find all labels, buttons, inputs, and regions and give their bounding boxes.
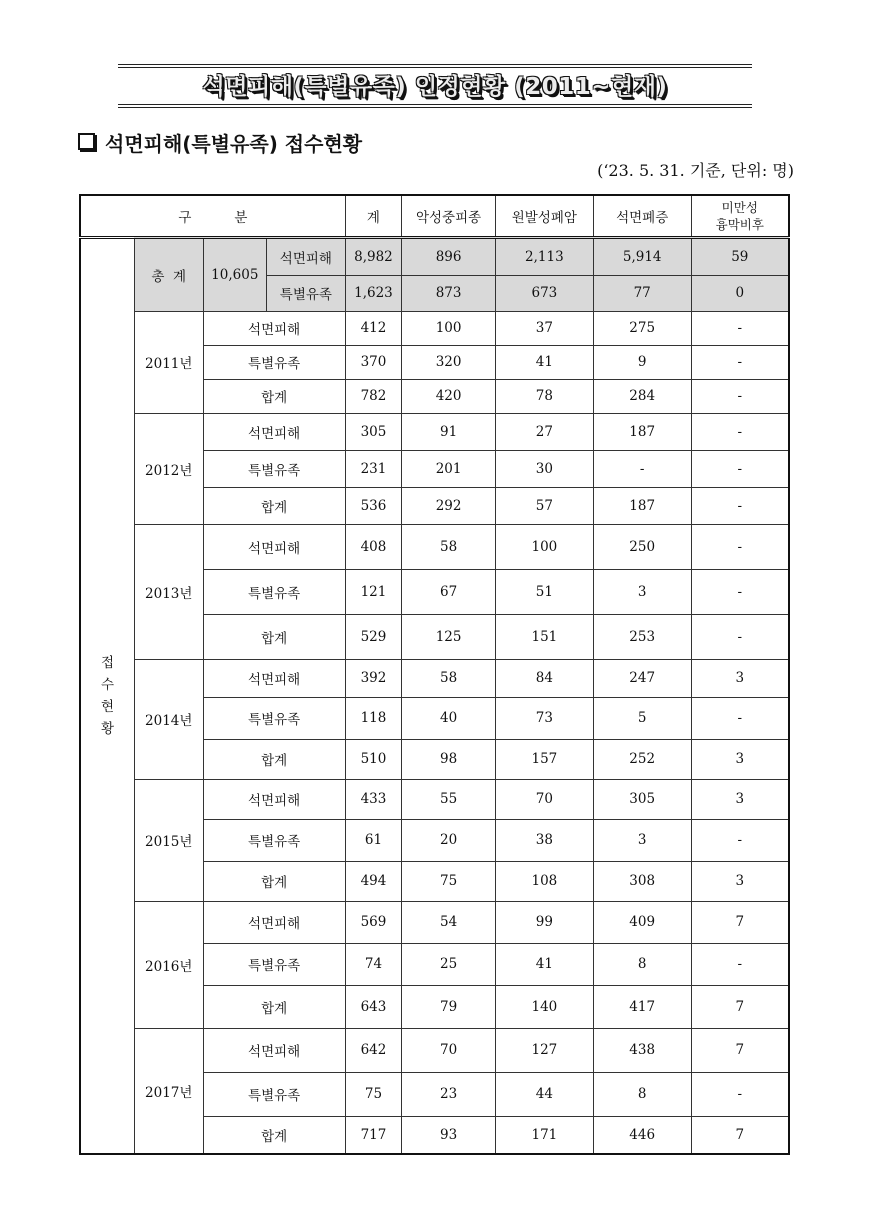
type-cell: 특별유족 bbox=[203, 697, 345, 739]
value-cell: 84 bbox=[495, 659, 593, 697]
value-cell: 20 bbox=[402, 819, 496, 861]
value-cell: 417 bbox=[593, 985, 691, 1028]
subtotal-label: 합계 bbox=[203, 985, 345, 1028]
year-label: 2011년 bbox=[134, 311, 203, 413]
subtotal-label: 합계 bbox=[203, 379, 345, 413]
value-cell: 642 bbox=[345, 1028, 401, 1072]
value-cell: 510 bbox=[345, 739, 401, 779]
side-label bbox=[80, 237, 134, 1154]
year-label: 2012년 bbox=[134, 413, 203, 524]
type-cell: 특별유족 bbox=[203, 819, 345, 861]
value-cell: 643 bbox=[345, 985, 401, 1028]
value-cell: - bbox=[593, 450, 691, 487]
grand-total-row bbox=[80, 237, 789, 275]
grand-value-cell: 673 bbox=[495, 275, 593, 311]
value-cell: 30 bbox=[495, 450, 593, 487]
year-label: 2015년 bbox=[134, 779, 203, 901]
value-cell: 7 bbox=[691, 985, 789, 1028]
header-lung-cancer: 원발성폐암 bbox=[495, 195, 593, 237]
grand-value-cell: 2,113 bbox=[495, 237, 593, 275]
value-cell: - bbox=[691, 524, 789, 569]
value-cell: 93 bbox=[402, 1116, 496, 1154]
value-cell: - bbox=[691, 569, 789, 614]
value-cell: 151 bbox=[495, 614, 593, 659]
year-row bbox=[80, 311, 789, 345]
grand-value-cell: 896 bbox=[402, 237, 496, 275]
value-cell: 7 bbox=[691, 1028, 789, 1072]
value-cell: 127 bbox=[495, 1028, 593, 1072]
value-cell: 25 bbox=[402, 943, 496, 985]
grand-value-cell: 1,623 bbox=[345, 275, 401, 311]
value-cell: 305 bbox=[593, 779, 691, 819]
value-cell: 187 bbox=[593, 413, 691, 450]
grand-total-label: 총 계 bbox=[134, 237, 203, 311]
subtotal-label: 합계 bbox=[203, 739, 345, 779]
value-cell: 41 bbox=[495, 345, 593, 379]
value-cell: 41 bbox=[495, 943, 593, 985]
value-cell: 70 bbox=[402, 1028, 496, 1072]
value-cell: 8 bbox=[593, 943, 691, 985]
section-title: 석면피해(특별유족) 접수현황 bbox=[105, 132, 363, 156]
value-cell: 79 bbox=[402, 985, 496, 1028]
type-cell: 특별유족 bbox=[203, 943, 345, 985]
value-cell: 201 bbox=[402, 450, 496, 487]
value-cell: 51 bbox=[495, 569, 593, 614]
value-cell: 536 bbox=[345, 487, 401, 524]
year-row bbox=[80, 524, 789, 569]
value-cell: 75 bbox=[402, 861, 496, 901]
value-cell: 157 bbox=[495, 739, 593, 779]
checkbox-bullet-icon bbox=[78, 133, 95, 150]
side-label-char: 접 bbox=[100, 654, 114, 671]
header-pleural-line2: 흉막비후 bbox=[715, 216, 764, 232]
value-cell: 412 bbox=[345, 311, 401, 345]
grand-value-cell: 59 bbox=[691, 237, 789, 275]
year-row bbox=[80, 1028, 789, 1072]
value-cell: 108 bbox=[495, 861, 593, 901]
value-cell: - bbox=[691, 1072, 789, 1116]
value-cell: 40 bbox=[402, 697, 496, 739]
type-cell: 특별유족 bbox=[203, 1072, 345, 1116]
type-cell: 특별유족 bbox=[203, 450, 345, 487]
value-cell: 308 bbox=[593, 861, 691, 901]
section-heading bbox=[78, 128, 362, 157]
year-row bbox=[80, 659, 789, 697]
year-label: 2016년 bbox=[134, 901, 203, 1028]
value-cell: 118 bbox=[345, 697, 401, 739]
value-cell: 446 bbox=[593, 1116, 691, 1154]
year-row bbox=[80, 901, 789, 943]
grand-total-sum: 10,605 bbox=[203, 237, 267, 311]
value-cell: 717 bbox=[345, 1116, 401, 1154]
type-cell: 석면피해 bbox=[203, 1028, 345, 1072]
value-cell: 58 bbox=[402, 659, 496, 697]
year-row bbox=[80, 413, 789, 450]
subtotal-label: 합계 bbox=[203, 1116, 345, 1154]
value-cell: 100 bbox=[495, 524, 593, 569]
subtotal-label: 합계 bbox=[203, 861, 345, 901]
subtotal-label: 합계 bbox=[203, 614, 345, 659]
value-cell: - bbox=[691, 311, 789, 345]
value-cell: - bbox=[691, 819, 789, 861]
header-division: 구 분 bbox=[80, 195, 345, 237]
value-cell: 3 bbox=[691, 659, 789, 697]
value-cell: 27 bbox=[495, 413, 593, 450]
value-cell: 3 bbox=[593, 819, 691, 861]
title-rule-bottom bbox=[118, 104, 752, 108]
value-cell: 409 bbox=[593, 901, 691, 943]
value-cell: 37 bbox=[495, 311, 593, 345]
header-asbestosis: 석면폐증 bbox=[593, 195, 691, 237]
basis-note: (‘23. 5. 31. 기준, 단위: 명) bbox=[597, 161, 794, 180]
value-cell: 438 bbox=[593, 1028, 691, 1072]
type-cell: 석면피해 bbox=[203, 524, 345, 569]
value-cell: 57 bbox=[495, 487, 593, 524]
value-cell: 61 bbox=[345, 819, 401, 861]
year-row bbox=[80, 779, 789, 819]
value-cell: 494 bbox=[345, 861, 401, 901]
title-banner bbox=[118, 64, 752, 108]
grand-value-cell: 5,914 bbox=[593, 237, 691, 275]
header-row bbox=[80, 195, 789, 237]
value-cell: 3 bbox=[691, 861, 789, 901]
value-cell: 54 bbox=[402, 901, 496, 943]
value-cell: 98 bbox=[402, 739, 496, 779]
type-cell: 석면피해 bbox=[203, 413, 345, 450]
value-cell: - bbox=[691, 487, 789, 524]
header-pleural-thickening bbox=[691, 195, 789, 237]
value-cell: 250 bbox=[593, 524, 691, 569]
value-cell: 5 bbox=[593, 697, 691, 739]
value-cell: 3 bbox=[691, 779, 789, 819]
value-cell: 99 bbox=[495, 901, 593, 943]
grand-value-cell: 873 bbox=[402, 275, 496, 311]
value-cell: 100 bbox=[402, 311, 496, 345]
value-cell: - bbox=[691, 450, 789, 487]
type-cell: 석면피해 bbox=[203, 901, 345, 943]
value-cell: 252 bbox=[593, 739, 691, 779]
value-cell: 284 bbox=[593, 379, 691, 413]
value-cell: - bbox=[691, 413, 789, 450]
value-cell: 38 bbox=[495, 819, 593, 861]
grand-value-cell: 0 bbox=[691, 275, 789, 311]
value-cell: 782 bbox=[345, 379, 401, 413]
value-cell: 253 bbox=[593, 614, 691, 659]
side-label-char: 황 bbox=[100, 720, 114, 737]
value-cell: 7 bbox=[691, 1116, 789, 1154]
reception-status-table bbox=[79, 194, 790, 1155]
value-cell: 140 bbox=[495, 985, 593, 1028]
value-cell: 121 bbox=[345, 569, 401, 614]
side-label-char: 현 bbox=[100, 698, 114, 715]
value-cell: 9 bbox=[593, 345, 691, 379]
value-cell: 171 bbox=[495, 1116, 593, 1154]
value-cell: 529 bbox=[345, 614, 401, 659]
value-cell: 78 bbox=[495, 379, 593, 413]
value-cell: 433 bbox=[345, 779, 401, 819]
value-cell: 392 bbox=[345, 659, 401, 697]
value-cell: 569 bbox=[345, 901, 401, 943]
page-title: 석면피해(특별유족) 인정현황 (2011~현재) bbox=[202, 74, 668, 100]
value-cell: 8 bbox=[593, 1072, 691, 1116]
grand-type-cell: 특별유족 bbox=[267, 275, 346, 311]
value-cell: 292 bbox=[402, 487, 496, 524]
grand-value-cell: 8,982 bbox=[345, 237, 401, 275]
type-cell: 석면피해 bbox=[203, 779, 345, 819]
header-mesothelioma: 악성중피종 bbox=[402, 195, 496, 237]
header-pleural-line1: 미만성 bbox=[721, 199, 758, 215]
value-cell: 305 bbox=[345, 413, 401, 450]
side-label-char: 수 bbox=[100, 676, 114, 693]
value-cell: 231 bbox=[345, 450, 401, 487]
year-label: 2014년 bbox=[134, 659, 203, 779]
year-label: 2017년 bbox=[134, 1028, 203, 1154]
value-cell: 74 bbox=[345, 943, 401, 985]
type-cell: 특별유족 bbox=[203, 345, 345, 379]
value-cell: 370 bbox=[345, 345, 401, 379]
subtotal-label: 합계 bbox=[203, 487, 345, 524]
value-cell: - bbox=[691, 943, 789, 985]
value-cell: 408 bbox=[345, 524, 401, 569]
type-cell: 석면피해 bbox=[203, 659, 345, 697]
type-cell: 석면피해 bbox=[203, 311, 345, 345]
value-cell: 3 bbox=[691, 739, 789, 779]
grand-value-cell: 77 bbox=[593, 275, 691, 311]
value-cell: - bbox=[691, 345, 789, 379]
value-cell: - bbox=[691, 697, 789, 739]
type-cell: 특별유족 bbox=[203, 569, 345, 614]
value-cell: 67 bbox=[402, 569, 496, 614]
value-cell: 187 bbox=[593, 487, 691, 524]
value-cell: 7 bbox=[691, 901, 789, 943]
value-cell: 247 bbox=[593, 659, 691, 697]
value-cell: 275 bbox=[593, 311, 691, 345]
value-cell: 91 bbox=[402, 413, 496, 450]
value-cell: 420 bbox=[402, 379, 496, 413]
value-cell: 23 bbox=[402, 1072, 496, 1116]
value-cell: 44 bbox=[495, 1072, 593, 1116]
value-cell: 70 bbox=[495, 779, 593, 819]
header-total: 계 bbox=[345, 195, 401, 237]
value-cell: - bbox=[691, 379, 789, 413]
grand-type-cell: 석면피해 bbox=[267, 237, 346, 275]
value-cell: 320 bbox=[402, 345, 496, 379]
value-cell: 73 bbox=[495, 697, 593, 739]
year-label: 2013년 bbox=[134, 524, 203, 659]
value-cell: - bbox=[691, 614, 789, 659]
value-cell: 3 bbox=[593, 569, 691, 614]
value-cell: 75 bbox=[345, 1072, 401, 1116]
value-cell: 55 bbox=[402, 779, 496, 819]
value-cell: 125 bbox=[402, 614, 496, 659]
value-cell: 58 bbox=[402, 524, 496, 569]
